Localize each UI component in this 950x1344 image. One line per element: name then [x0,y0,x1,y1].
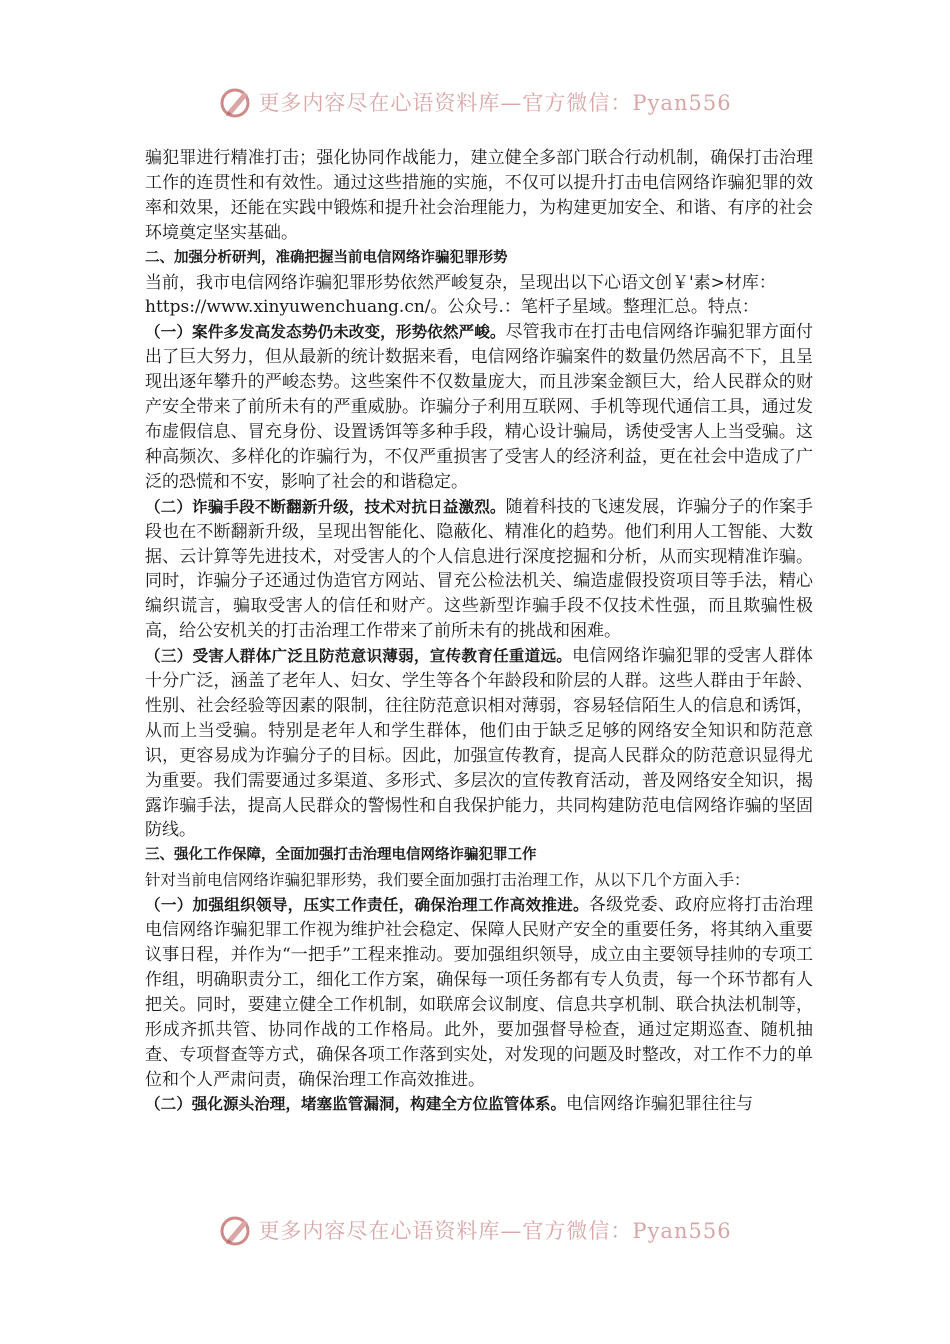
paragraph [145,893,813,1092]
paragraph [145,495,813,644]
subsection-lead: （二）诈骗手段不断翻新升级，技术对抗日益激烈。 [145,497,506,516]
subsection-body: 随着科技的飞速发展，诈骗分子的作案手段也在不断翻新升级，呈现出智能化、隐蔽化、精准化的趋势。他们利用人工智能、大数据、云计算等先进技术，对受害人的个人信息进行深度挖掘和分析，从而实现精准诈骗。同时，诈骗分子还通过伪造官方网站、冒充公检法机关、编造虚假投资项目等手法，精心编织谎言，骗取受害人的信任和财产。这些新型诈骗手段不仅技术性强，而且欺骗性极高，给公安机关的打击治理工作带来了前所未有的挑战和困难。 [145,496,813,642]
paragraph: 骗犯罪进行精准打击；强化协同作战能力，建立健全多部门联合行动机制，确保打击治理工作的连贯性和有效性。通过这些措施的实施，不仅可以提升打击电信网络诈骗犯罪的效率和效果，还能在实践中锻炼和提升社会治理能力，为构建更加安全、和谐、有序的社会环境奠定坚实基础。 [145,148,813,243]
banner-text: 更多内容尽在心语资料库—官方微信：Pyan556 [258,1219,732,1243]
footer-banner [0,1208,950,1252]
paragraph-line: 当前，我市电信网络诈骗犯罪形势依然严峻复杂，呈现出以下心语文创￥'素>材库： [145,272,776,293]
subsection-body: 尽管我市在打击电信网络诈骗犯罪方面付出了巨大努力，但从最新的统计数据来看，电信网络诈骗案件的数量仍然居高不下，且呈现出逐年攀升的严峻态势。这些案件不仅数量庞大，而且涉案金额巨大，给人民群众的财产安全带来了前所未有的严重威胁。诈骗分子利用互联网、手机等现代通信工具，通过发布虚假信息、冒充身份、设置诱饵等多种手段，精心设计骗局，诱使受害人上当受骗。这种高频次、多样化的诈骗行为，不仅严重损害了受害人的经济利益，更在社会中造成了广泛的恐慌和不安，影响了社会的和谐稳定。 [145,322,813,492]
subsection-body: 各级党委、政府应将打击治理电信网络诈骗犯罪工作视为维护社会稳定、保障人民财产安全的重要任务，将其纳入重要议事日程，并作为“一把手”工程来推动。要加强组织领导，成立由主要领导挂帅的专项工作组，明确职责分工，细化工作方案，确保每一项任务都有专人负责，每一个环节都有人把关。同时，要建立健全工作机制，如联席会议制度、信息共享机制、联合执法机制等，形成齐抓共管、协同作战的工作格局。此外，要加强督导检查，通过定期巡查、随机抽查、专项督查等方式，确保各项工作落到实处，对发现的问题及时整改，对工作不力的单位和个人严肃问责，确保治理工作高效推进。 [145,895,813,1090]
paragraph-line: https://www.xinyuwenchuang.cn/。公众号.：笔杆子星域。整理汇总。特点： [145,297,759,318]
subsection-body: 电信网络诈骗犯罪往往与 [566,1094,754,1115]
subsection-lead: （一）案件多发高发态势仍未改变，形势依然严峻。 [145,323,506,342]
subsection-body: 电信网络诈骗犯罪的受害人群体十分广泛，涵盖了老年人、妇女、学生等各个年龄段和阶层的人群。这些人群由于年龄、性别、社会经验等因素的限制，往往防范意识相对薄弱，容易轻信陌生人的信息和诱饵，从而上当受骗。特别是老年人和学生群体，他们由于缺乏足够的网络安全知识和防范意识，更容易成为诈骗分子的目标。因此，加强宣传教育，提高人民群众的防范意识显得尤为重要。我们需要通过多渠道、多形式、多层次的宣传教育活动，普及网络安全知识，揭露诈骗手法，提高人民群众的警惕性和自我保护能力，共同构建防范电信网络诈骗的坚固防线。 [145,646,813,841]
section-heading: 二、加强分析研判，准确把握当前电信网络诈骗犯罪形势 [145,249,508,266]
pen-logo-icon [218,1212,254,1248]
header-banner [0,80,950,124]
paragraph [145,644,813,843]
paragraph [145,320,813,494]
paragraph [145,1092,813,1117]
paragraph [145,271,813,321]
banner-text: 更多内容尽在心语资料库—官方微信：Pyan556 [258,91,732,115]
subsection-lead: （一）加强组织领导，压实工作责任，确保治理工作高效推进。 [145,896,589,915]
document-body [145,146,813,1117]
subsection-lead: （三）受害人群体广泛且防范意识薄弱，宣传教育任重道远。 [145,647,573,666]
subsection-lead: （二）强化源头治理，堵塞监管漏洞，构建全方位监管体系。 [145,1095,567,1114]
section-heading: 三、强化工作保障，全面加强打击治理电信网络诈骗犯罪工作 [145,847,537,864]
pen-logo-icon [218,84,254,120]
paragraph: 针对当前电信网络诈骗犯罪形势，我们要全面加强打击治理工作，从以下几个方面入手： [145,871,750,890]
